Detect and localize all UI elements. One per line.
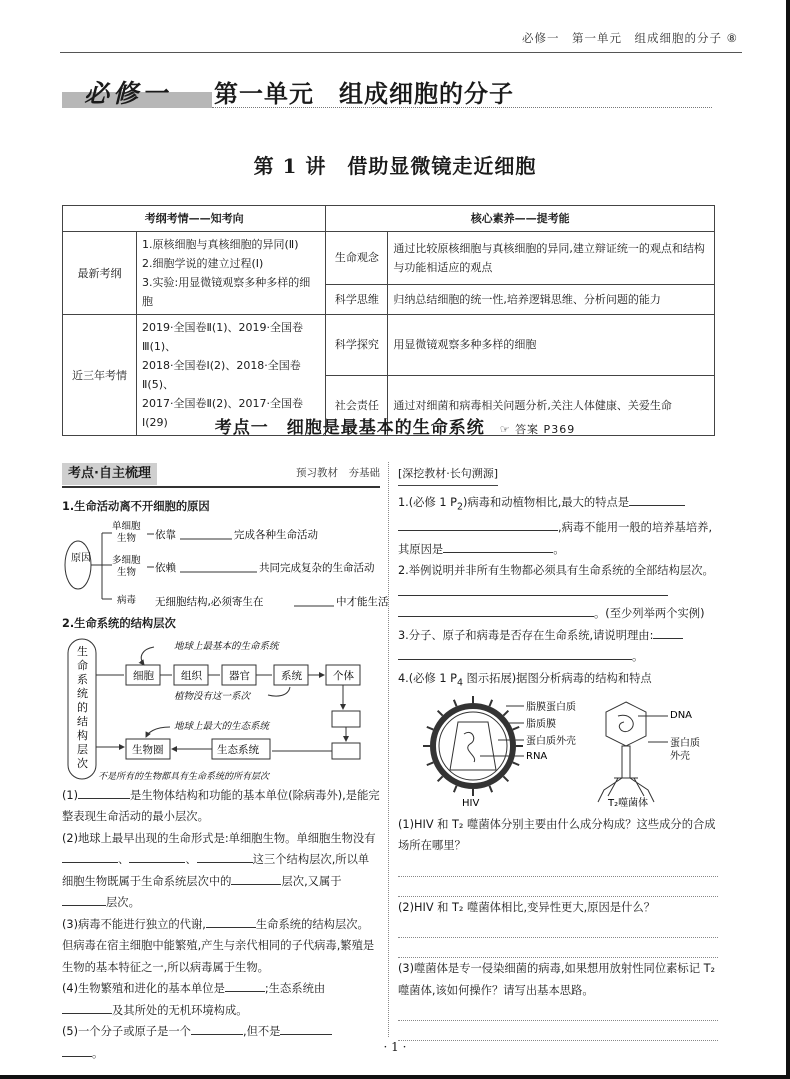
text: ;生态系统由 <box>264 982 326 995</box>
text: 1.(必修 1 P <box>398 495 457 509</box>
level-label: 组织 <box>181 669 202 682</box>
fill-blank[interactable] <box>231 873 281 885</box>
hiv-spike <box>454 699 457 705</box>
para-3 <box>62 914 380 979</box>
answer-ref-text: 答案 P369 <box>515 423 576 436</box>
handwritten-note: 地球上最大的生态系统 <box>174 720 270 732</box>
text: 2 <box>456 500 463 512</box>
fill-blank[interactable] <box>398 519 558 531</box>
answer-ref: ☞ 答案 P369 <box>499 423 576 436</box>
sub-question-3: (3)噬菌体是专一侵染细菌的病毒,如果想用放射性同位素标记 T₂ 噬菌体,该如何操作？请写出基本思路。 <box>398 962 716 997</box>
text: 生命系统的结构层次。但病毒在宿主细胞中能繁殖,产生与亲代相同的子代病毒,繁殖是生物的基本特征之一,所以病毒属于生物。 <box>62 917 375 974</box>
literacy-text: 归纳总结细胞的统一性,培养逻辑思维、分析问题的能力 <box>388 284 715 314</box>
fill-blank[interactable] <box>129 851 185 863</box>
text: 。 <box>92 1046 104 1060</box>
hiv-label: 脂质膜 <box>526 718 556 730</box>
side-label-char: 结 <box>77 714 88 728</box>
hiv-spike <box>503 776 508 781</box>
table-header-left: 考纲考情——知考向 <box>63 206 326 232</box>
side-label-char: 层 <box>77 742 88 756</box>
recent-exam-item: 2019·全国卷Ⅱ(1)、2019·全国卷Ⅲ(1)、 <box>142 321 303 353</box>
handwritten-note: 植物没有这一系次 <box>174 690 251 702</box>
text: 及其所处的无机环境构成。 <box>112 1003 248 1017</box>
text: (1) <box>62 788 79 802</box>
virus-diagram <box>398 694 718 814</box>
hiv-leader-lines <box>480 706 524 756</box>
cause-center-label <box>71 552 91 564</box>
fill-blank[interactable] <box>206 916 256 928</box>
branch-label: 生物 <box>117 533 137 544</box>
side-label-char: 生 <box>77 644 88 658</box>
answer-line[interactable] <box>398 857 718 877</box>
answer-line[interactable] <box>398 918 718 938</box>
phage-dna <box>618 715 633 731</box>
fill-blank[interactable] <box>398 584 668 596</box>
title-band <box>62 74 712 110</box>
side-label-char: 系 <box>77 672 88 686</box>
level-label: 生态系统 <box>217 743 259 756</box>
fill-blank[interactable] <box>62 894 106 906</box>
hiv-spike <box>489 699 492 705</box>
text: 、 <box>118 853 130 866</box>
section-head-sub: 预习教材 夯基础 <box>296 467 380 479</box>
fill-blank[interactable] <box>629 494 685 506</box>
hiv-spike <box>427 762 433 765</box>
cause-bracket <box>91 533 112 599</box>
text: 是生物体结构和功能的基本单位(除病毒外),是能完整表现生命活动的最小层次。 <box>62 788 380 823</box>
text: (4)生物繁殖和进化的基本单位是 <box>62 982 225 995</box>
question-1 <box>398 492 718 561</box>
column-divider <box>388 462 389 1037</box>
text: 。 <box>553 542 565 556</box>
hiv-rna <box>464 732 475 762</box>
side-label-char: 统 <box>77 686 88 700</box>
question-3 <box>398 625 718 668</box>
header-rule <box>60 52 742 53</box>
text: 图示拓展)据图分析病毒的结构和特点 <box>462 671 652 685</box>
branch-label: 多细胞 <box>112 555 141 566</box>
literacy-text: 通过对细菌和病毒相关问题分析,关注人体健康、关爱生命 <box>388 375 715 436</box>
fill-blank[interactable] <box>398 648 632 660</box>
branch-label: 生物 <box>117 567 137 578</box>
deep-dig-head: [深挖教材·长句溯源] <box>398 463 498 486</box>
note-arrow <box>146 727 170 737</box>
text: (3)病毒不能进行独立的代谢, <box>62 917 206 931</box>
para-2 <box>62 828 380 914</box>
recent-exam-item: 2017·全国卷Ⅱ(2)、2017·全国卷Ⅰ(29) <box>142 397 303 429</box>
note-arrow <box>141 647 154 665</box>
hiv-spike <box>438 776 443 781</box>
handwritten-note: 地球上最基本的生命系统 <box>174 640 279 652</box>
answer-line[interactable] <box>398 1021 718 1041</box>
text: 层次,又属于 <box>281 874 342 888</box>
left-column <box>62 463 389 1064</box>
sub-question-1: (1)HIV 和 T₂ 噬菌体分别主要由什么成分构成？这些成分的合成场所在哪里？ <box>398 817 716 852</box>
question-4 <box>398 668 718 694</box>
level-label: 系统 <box>281 669 302 682</box>
syllabus-items <box>137 232 326 315</box>
hiv-spike <box>427 726 433 729</box>
hiv-label: 蛋白质外壳 <box>526 735 576 747</box>
syllabus-item: 3.实验:用显微镜观察多种多样的细胞 <box>142 276 311 308</box>
literacy-text: 用显微镜观察多种多样的细胞 <box>388 315 715 376</box>
branch-text: 完成各种生命活动 <box>234 529 318 541</box>
hiv-capsid <box>450 722 496 770</box>
answer-line[interactable] <box>398 1001 718 1021</box>
unit-title: 第一单元 组成细胞的分子 <box>214 79 514 108</box>
hiv-name: HIV <box>462 797 480 809</box>
hiv-spikes <box>423 696 523 796</box>
literacy-text: 通过比较原核细胞与真核细胞的异同,建立辩证统一的观点和结构与功能相适应的观点 <box>388 232 715 285</box>
kaodian-title <box>0 413 790 438</box>
level-box-blank[interactable] <box>332 743 360 759</box>
branch-label: 病毒 <box>117 595 137 606</box>
cause-oval <box>65 541 91 589</box>
level-label: 器官 <box>229 669 250 682</box>
side-label-char: 命 <box>77 658 88 672</box>
phage-head <box>606 702 646 746</box>
side-label-char: 次 <box>77 756 88 770</box>
hiv-spike <box>503 710 508 715</box>
fill-blank[interactable] <box>62 851 118 863</box>
syllabus-item: 2.细胞学说的建立过程(Ⅰ) <box>142 257 264 270</box>
fill-blank[interactable] <box>191 1023 243 1035</box>
phage-name: T₂噬菌体 <box>608 797 649 809</box>
text: (2)地球上最早出现的生命形式是:单细胞生物。单细胞生物没有 <box>62 831 376 845</box>
level-label: 生物圈 <box>132 743 164 756</box>
text: )病毒和动植物相比,最大的特点是 <box>462 495 630 509</box>
section-head-title: 考点·自主梳理 <box>62 463 157 485</box>
text: 这三个结构层次,所以单细胞生物既属于生命系统层次中的 <box>62 853 370 888</box>
literacy-name: 科学探究 <box>326 315 388 376</box>
branch-text: 依靠 <box>155 529 176 541</box>
hiv-spike <box>513 726 519 729</box>
text: 2.举例说明并非所有生物都必须具有生命系统的全部结构层次。 <box>398 564 714 578</box>
text: (5)一个分子或原子是一个 <box>62 1025 191 1038</box>
exam-info-table <box>62 205 715 436</box>
sub-question-2: (2)HIV 和 T₂ 噬菌体相比,变异性更大,原因是什么？ <box>398 900 655 914</box>
book-title: 必修一 <box>84 79 172 108</box>
note-arrow <box>268 687 290 696</box>
fill-blank[interactable] <box>78 787 130 799</box>
branch-connectors <box>147 534 154 567</box>
cause-diagram <box>62 517 389 613</box>
q1-title: 1.生命活动离不开细胞的原因 <box>62 499 210 513</box>
hierarchy-diagram <box>62 635 380 785</box>
hiv-envelope <box>433 706 513 786</box>
level-label: 个体 <box>333 669 354 682</box>
recent-exam-item: 2018·全国卷Ⅰ(2)、2018·全国卷Ⅱ(5)、 <box>142 359 301 391</box>
hiv-label: RNA <box>526 750 548 762</box>
row-label-syllabus: 最新考纲 <box>63 232 137 315</box>
level-box-blank[interactable] <box>332 711 360 727</box>
fill-blank[interactable] <box>443 541 553 553</box>
handwritten-note: 不是所有的生物都具有生命系统的所有层次 <box>98 771 270 782</box>
question-2 <box>398 560 718 625</box>
right-column <box>398 463 718 1041</box>
lecture-title: 第 1 讲 借助显微镜走近细胞 <box>253 154 537 178</box>
branch-text: 无细胞结构,必须寄生在 <box>155 596 264 608</box>
text: 4 <box>456 677 463 688</box>
fill-blank[interactable] <box>398 605 594 617</box>
text: 4.(必修 1 P <box>398 671 457 685</box>
fill-blank[interactable] <box>653 627 683 639</box>
fill-blank[interactable] <box>225 980 265 992</box>
hiv-spike <box>454 785 457 791</box>
text: 。 <box>632 650 644 664</box>
phage-label: 外壳 <box>670 750 690 762</box>
syllabus-item: 1.原核细胞与真核细胞的异同(Ⅱ) <box>142 238 299 251</box>
answer-line[interactable] <box>398 877 718 897</box>
hiv-label: 脂膜蛋白质 <box>526 701 576 713</box>
phage-tail <box>622 746 630 778</box>
text: ,病毒不能用一般的培养基培养,其原因是 <box>398 521 713 556</box>
cause-center-label-text: 原因 <box>71 553 91 564</box>
table-header-right: 核心素养——提考能 <box>326 206 715 232</box>
side-arrows <box>96 675 124 747</box>
branch-text: 依赖 <box>155 562 176 574</box>
text: 。(至少列举两个实例) <box>594 607 705 621</box>
hiv-spike <box>513 762 519 765</box>
kaodian-heading: 考点一 细胞是最基本的生命系统 <box>214 418 485 438</box>
phage-label: DNA <box>670 709 693 721</box>
row-label-recent: 近三年考情 <box>63 315 137 436</box>
fill-blank[interactable] <box>280 1023 332 1035</box>
fill-blank[interactable] <box>197 851 253 863</box>
literacy-name: 社会责任 <box>326 375 388 436</box>
fill-blank[interactable] <box>62 1002 112 1014</box>
para-4 <box>62 978 380 1021</box>
answer-line[interactable] <box>398 938 718 958</box>
para-1 <box>62 785 380 828</box>
hiv-spike <box>438 710 443 715</box>
text: 、 <box>185 853 197 866</box>
branch-text: 共同完成复杂的生命活动 <box>259 562 375 574</box>
q2-title: 2.生命系统的结构层次 <box>62 617 176 630</box>
text: 3.分子、原子和病毒是否存在生命系统,请说明理由: <box>398 628 654 642</box>
branch-text: 中才能生活 <box>336 596 389 608</box>
branch-label: 单细胞 <box>112 521 141 532</box>
literacy-name: 生命观念 <box>326 232 388 285</box>
level-label: 细胞 <box>133 669 154 682</box>
phage-label: 蛋白质 <box>670 737 700 749</box>
literacy-name: 科学思维 <box>326 284 388 314</box>
side-label-char: 构 <box>77 728 88 742</box>
page-number: · 1 · <box>383 1040 407 1054</box>
section-head-review <box>62 463 380 488</box>
text: 层次。 <box>106 896 140 909</box>
side-label-char: 的 <box>77 700 88 714</box>
running-head: 必修一 第一单元 组成细胞的分子 ⑧ <box>522 31 738 45</box>
hiv-spike <box>489 785 492 791</box>
text: ,但不是 <box>242 1025 281 1038</box>
hierarchy-side-label <box>77 644 88 770</box>
